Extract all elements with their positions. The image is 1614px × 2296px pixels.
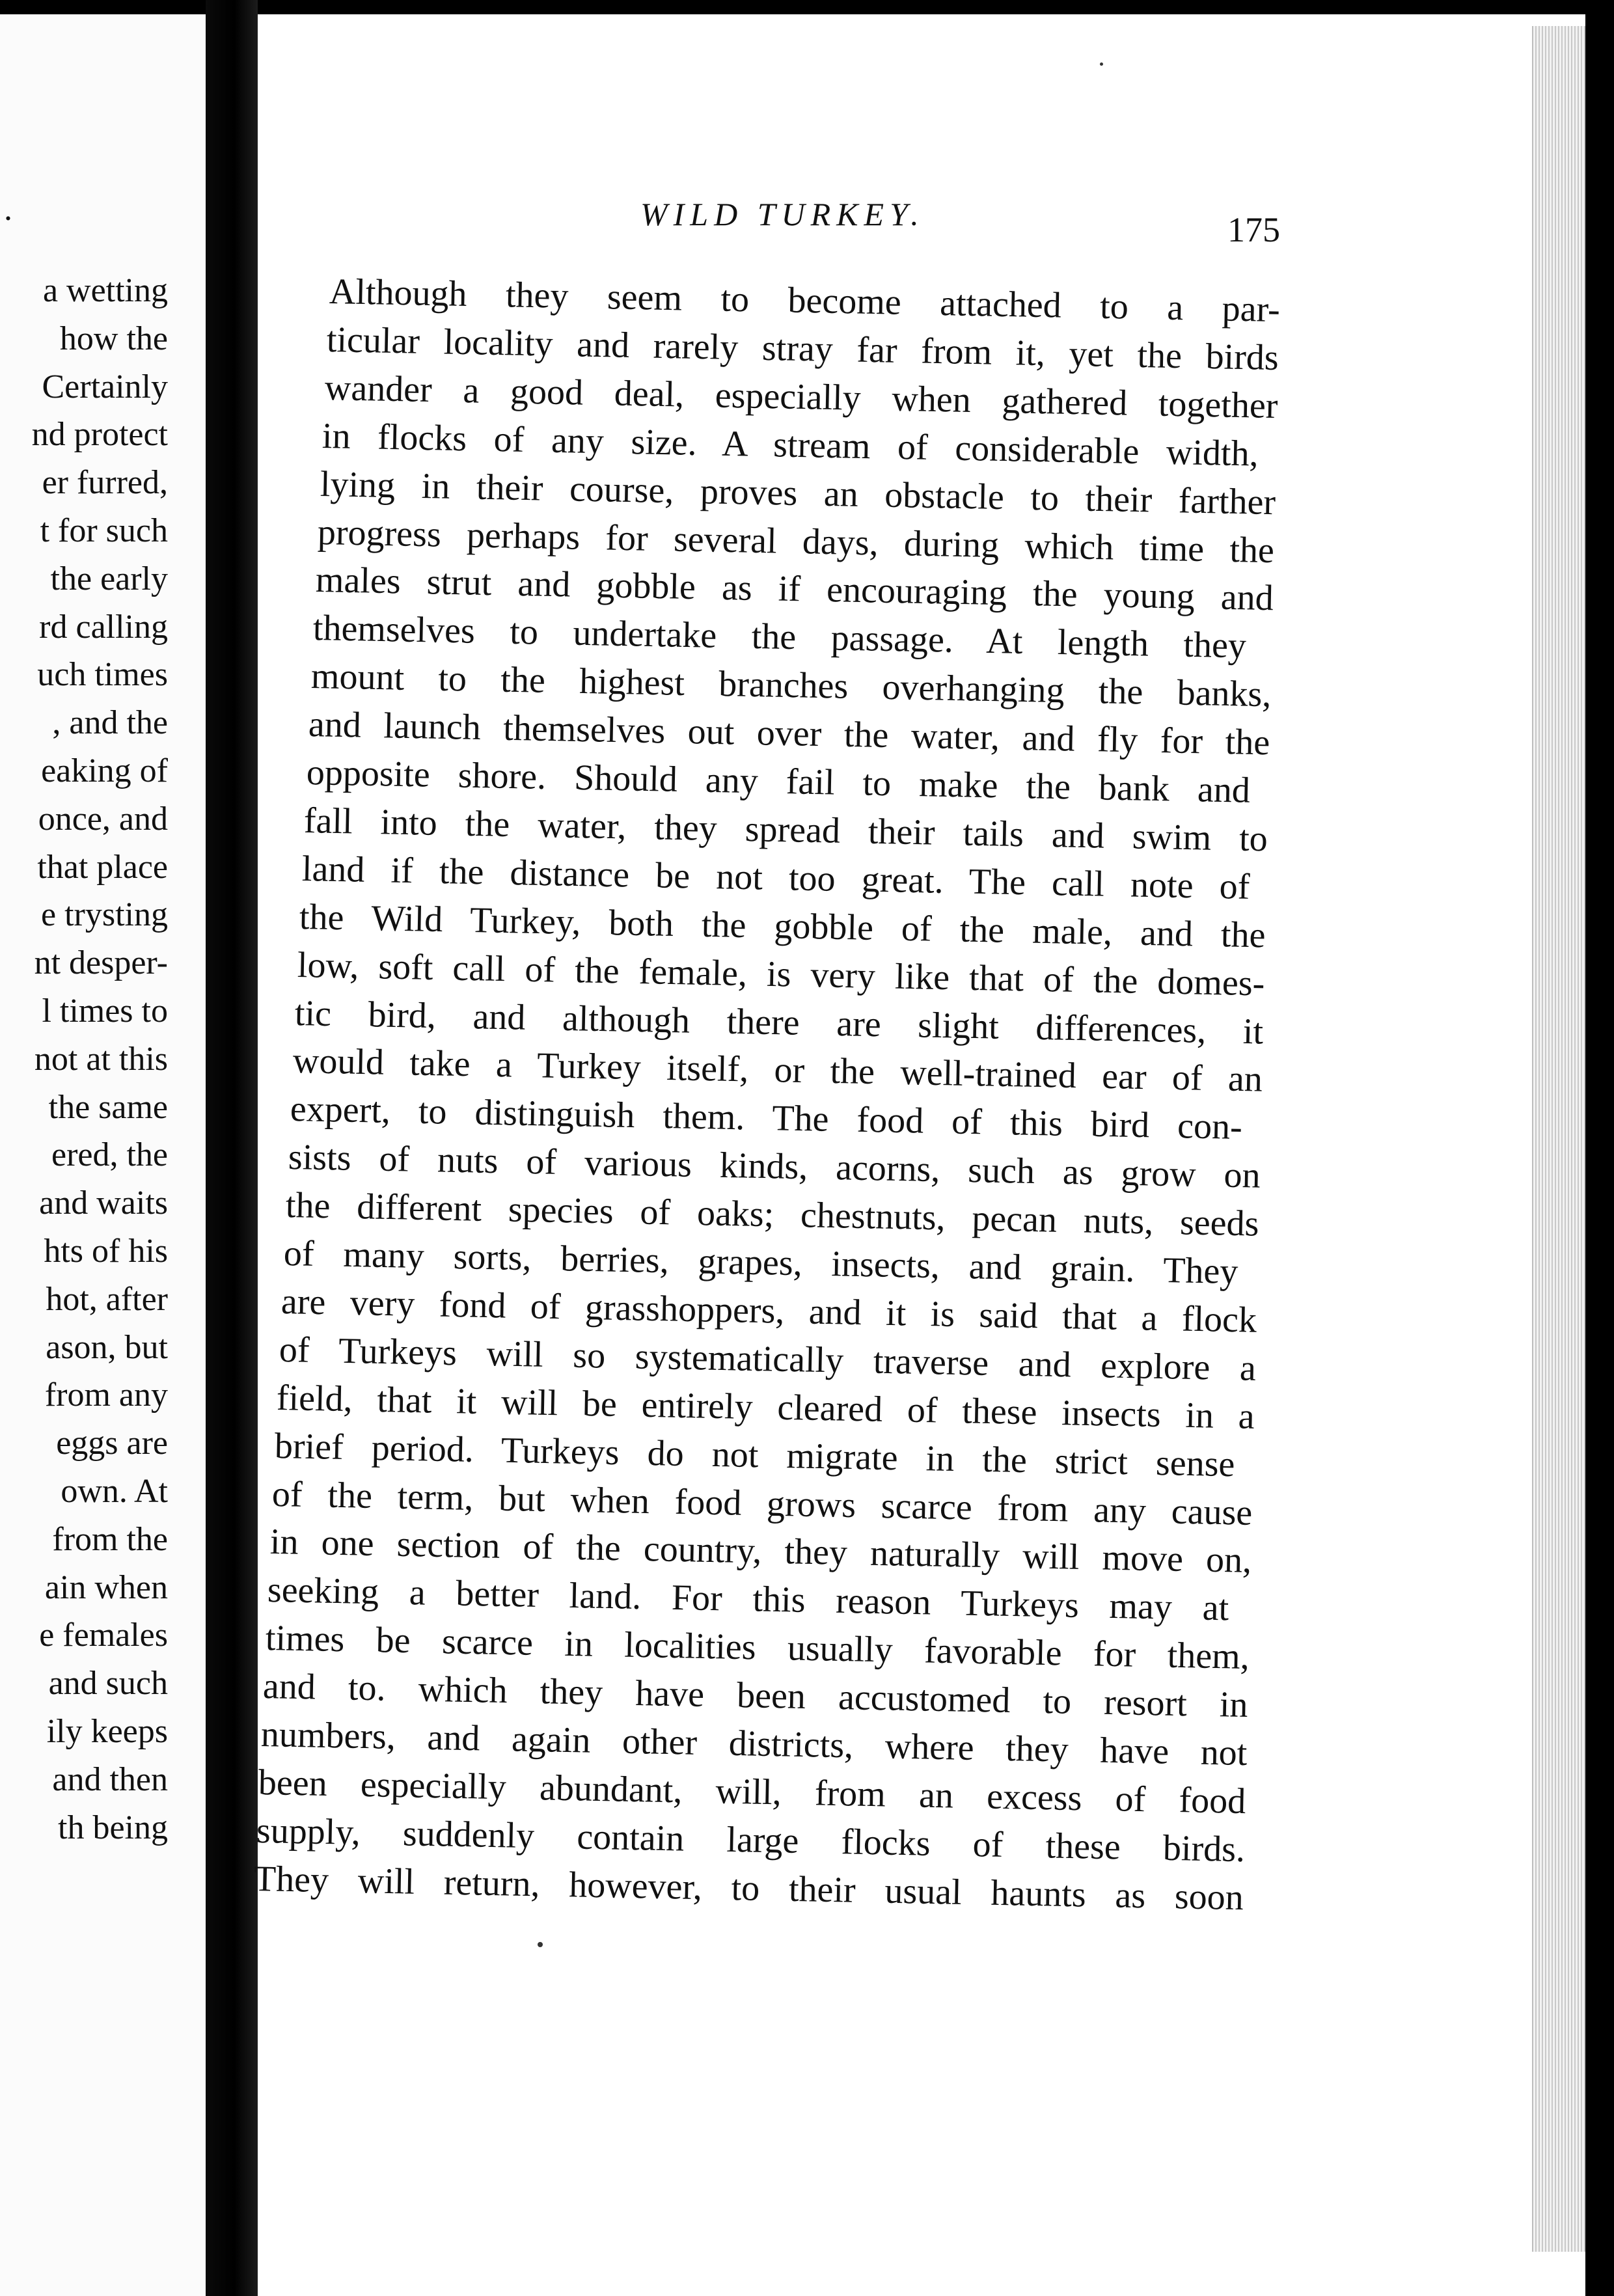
previous-page-line: th being — [58, 1809, 168, 1846]
previous-page-line: own. At — [61, 1472, 168, 1510]
previous-page-line: and then — [52, 1760, 168, 1798]
previous-page-mark: . — [4, 191, 12, 228]
previous-page-line: l times to — [42, 992, 168, 1030]
body-text-line: low, soft call of the female, is very like that of the domes- — [297, 944, 1265, 1004]
body-text-line: ticular locality and rarely stray far from it, yet the birds — [326, 319, 1279, 378]
body-text-line: and launch themselves out over the water, and fly for the — [308, 704, 1271, 763]
previous-page-line: t for such — [40, 512, 168, 549]
body-text-line: themselves to undertake the passage. At length they — [312, 608, 1247, 666]
body-text-line: tic bird, and although there are slight differences, it — [294, 992, 1264, 1052]
previous-page-line: nd protect — [31, 416, 168, 454]
body-text-line: opposite shore. Should any fail to make the bank and — [306, 752, 1251, 811]
previous-page-line: from any — [44, 1376, 168, 1414]
previous-page-line: eaking of — [41, 752, 168, 789]
previous-page-line: from the — [52, 1520, 168, 1558]
previous-page-line: , and the — [52, 704, 168, 742]
previous-page-line: ily keeps — [46, 1712, 168, 1750]
body-text-line: of the term, but when food grows scarce from any cause — [271, 1473, 1253, 1533]
body-text-line: supply, suddenly contain large flocks of these birds. — [255, 1810, 1246, 1870]
body-text-line: numbers, and again other districts, where they have not — [260, 1714, 1248, 1774]
previous-page-line: uch times — [37, 656, 168, 694]
body-text-line: field, that it will be entirely cleared of these insects in a — [276, 1377, 1255, 1437]
body-text-line: expert, to distinguish them. The food of this bird con- — [290, 1089, 1243, 1148]
previous-page-line: nt desper- — [34, 944, 168, 982]
running-head: WILD TURKEY. — [640, 196, 925, 232]
body-text-line: males strut and gobble as if encouraging the young and — [315, 560, 1274, 619]
previous-page-line: once, and — [38, 800, 168, 838]
previous-page-line: and waits — [39, 1184, 168, 1222]
body-text-line: would take a Turkey itself, or the well-trained ear of an — [292, 1041, 1263, 1100]
previous-page-line: eggs are — [56, 1425, 168, 1462]
body-text-line: of Turkeys will so systematically traverse and explore a — [279, 1329, 1257, 1389]
body-text-line: They will return, however, to their usual haunts as soon — [253, 1858, 1244, 1918]
body-text-line: wander a good deal, especially when gathered together — [324, 367, 1278, 426]
previous-page-line: hts of his — [44, 1232, 168, 1270]
previous-page-line: ain when — [44, 1568, 168, 1606]
body-text-line: land if the distance be not too great. The call note of — [301, 848, 1250, 907]
body-text-line: been especially abundant, will, from an excess of food — [258, 1762, 1246, 1822]
body-text-line: of many sorts, berries, grapes, insects, and grain. They — [283, 1233, 1238, 1292]
ink-speck — [538, 1942, 543, 1947]
previous-page-line: how the — [59, 320, 168, 357]
previous-page-line: not at this — [34, 1040, 168, 1078]
body-text-line: the Wild Turkey, both the gobble of the male, and the — [299, 896, 1266, 956]
body-text-line: and to. which they have been accustomed to resort in — [262, 1666, 1249, 1726]
body-text-line: lying in their course, proves an obstacle to their farther — [320, 463, 1276, 523]
body-text-line: times be scarce in localities usually favorable for them, — [264, 1618, 1250, 1678]
previous-page-line: Certainly — [42, 368, 168, 405]
body-text-line: sists of nuts of various kinds, acorns, such as grow on — [288, 1137, 1261, 1196]
previous-page-line: e females — [39, 1617, 168, 1654]
page-number: 175 — [1227, 210, 1280, 249]
body-text-line: progress perhaps for several days, during which time the — [317, 512, 1275, 571]
previous-page-line: e trysting — [41, 896, 168, 934]
body-text-line: brief period. Turkeys do not migrate in the strict sense — [274, 1425, 1235, 1484]
previous-page-line: rd calling — [39, 608, 168, 646]
previous-page-line: and such — [48, 1665, 168, 1702]
previous-page-line: the early — [50, 560, 168, 597]
body-text-line: mount to the highest branches overhanging the banks, — [310, 656, 1272, 715]
previous-page-line: ered, the — [51, 1136, 168, 1174]
previous-page-line: ason, but — [46, 1328, 168, 1366]
body-text-line: are very fond of grasshoppers, and it is said that a flock — [280, 1281, 1257, 1341]
previous-page-line: er furred, — [42, 464, 168, 502]
ink-speck — [1100, 62, 1103, 66]
previous-page-line: the same — [48, 1088, 168, 1126]
body-text-line: the different species of oaks; chestnuts, pecan nuts, seeds — [285, 1185, 1260, 1244]
body-text-line: Although they seem to become attached to a par- — [329, 271, 1281, 331]
body-text-line: in flocks of any size. A stream of considerable width, — [321, 415, 1259, 474]
body-text-line: in one section of the country, they naturally will move on, — [269, 1522, 1252, 1581]
previous-page-line: that place — [37, 848, 168, 886]
body-text-line: seeking a better land. For this reason Turkeys may at — [267, 1570, 1229, 1629]
previous-page-line: hot, after — [46, 1280, 168, 1318]
body-text-line: fall into the water, they spread their tails and swim to — [303, 800, 1268, 860]
previous-page-line: a wetting — [42, 272, 168, 309]
